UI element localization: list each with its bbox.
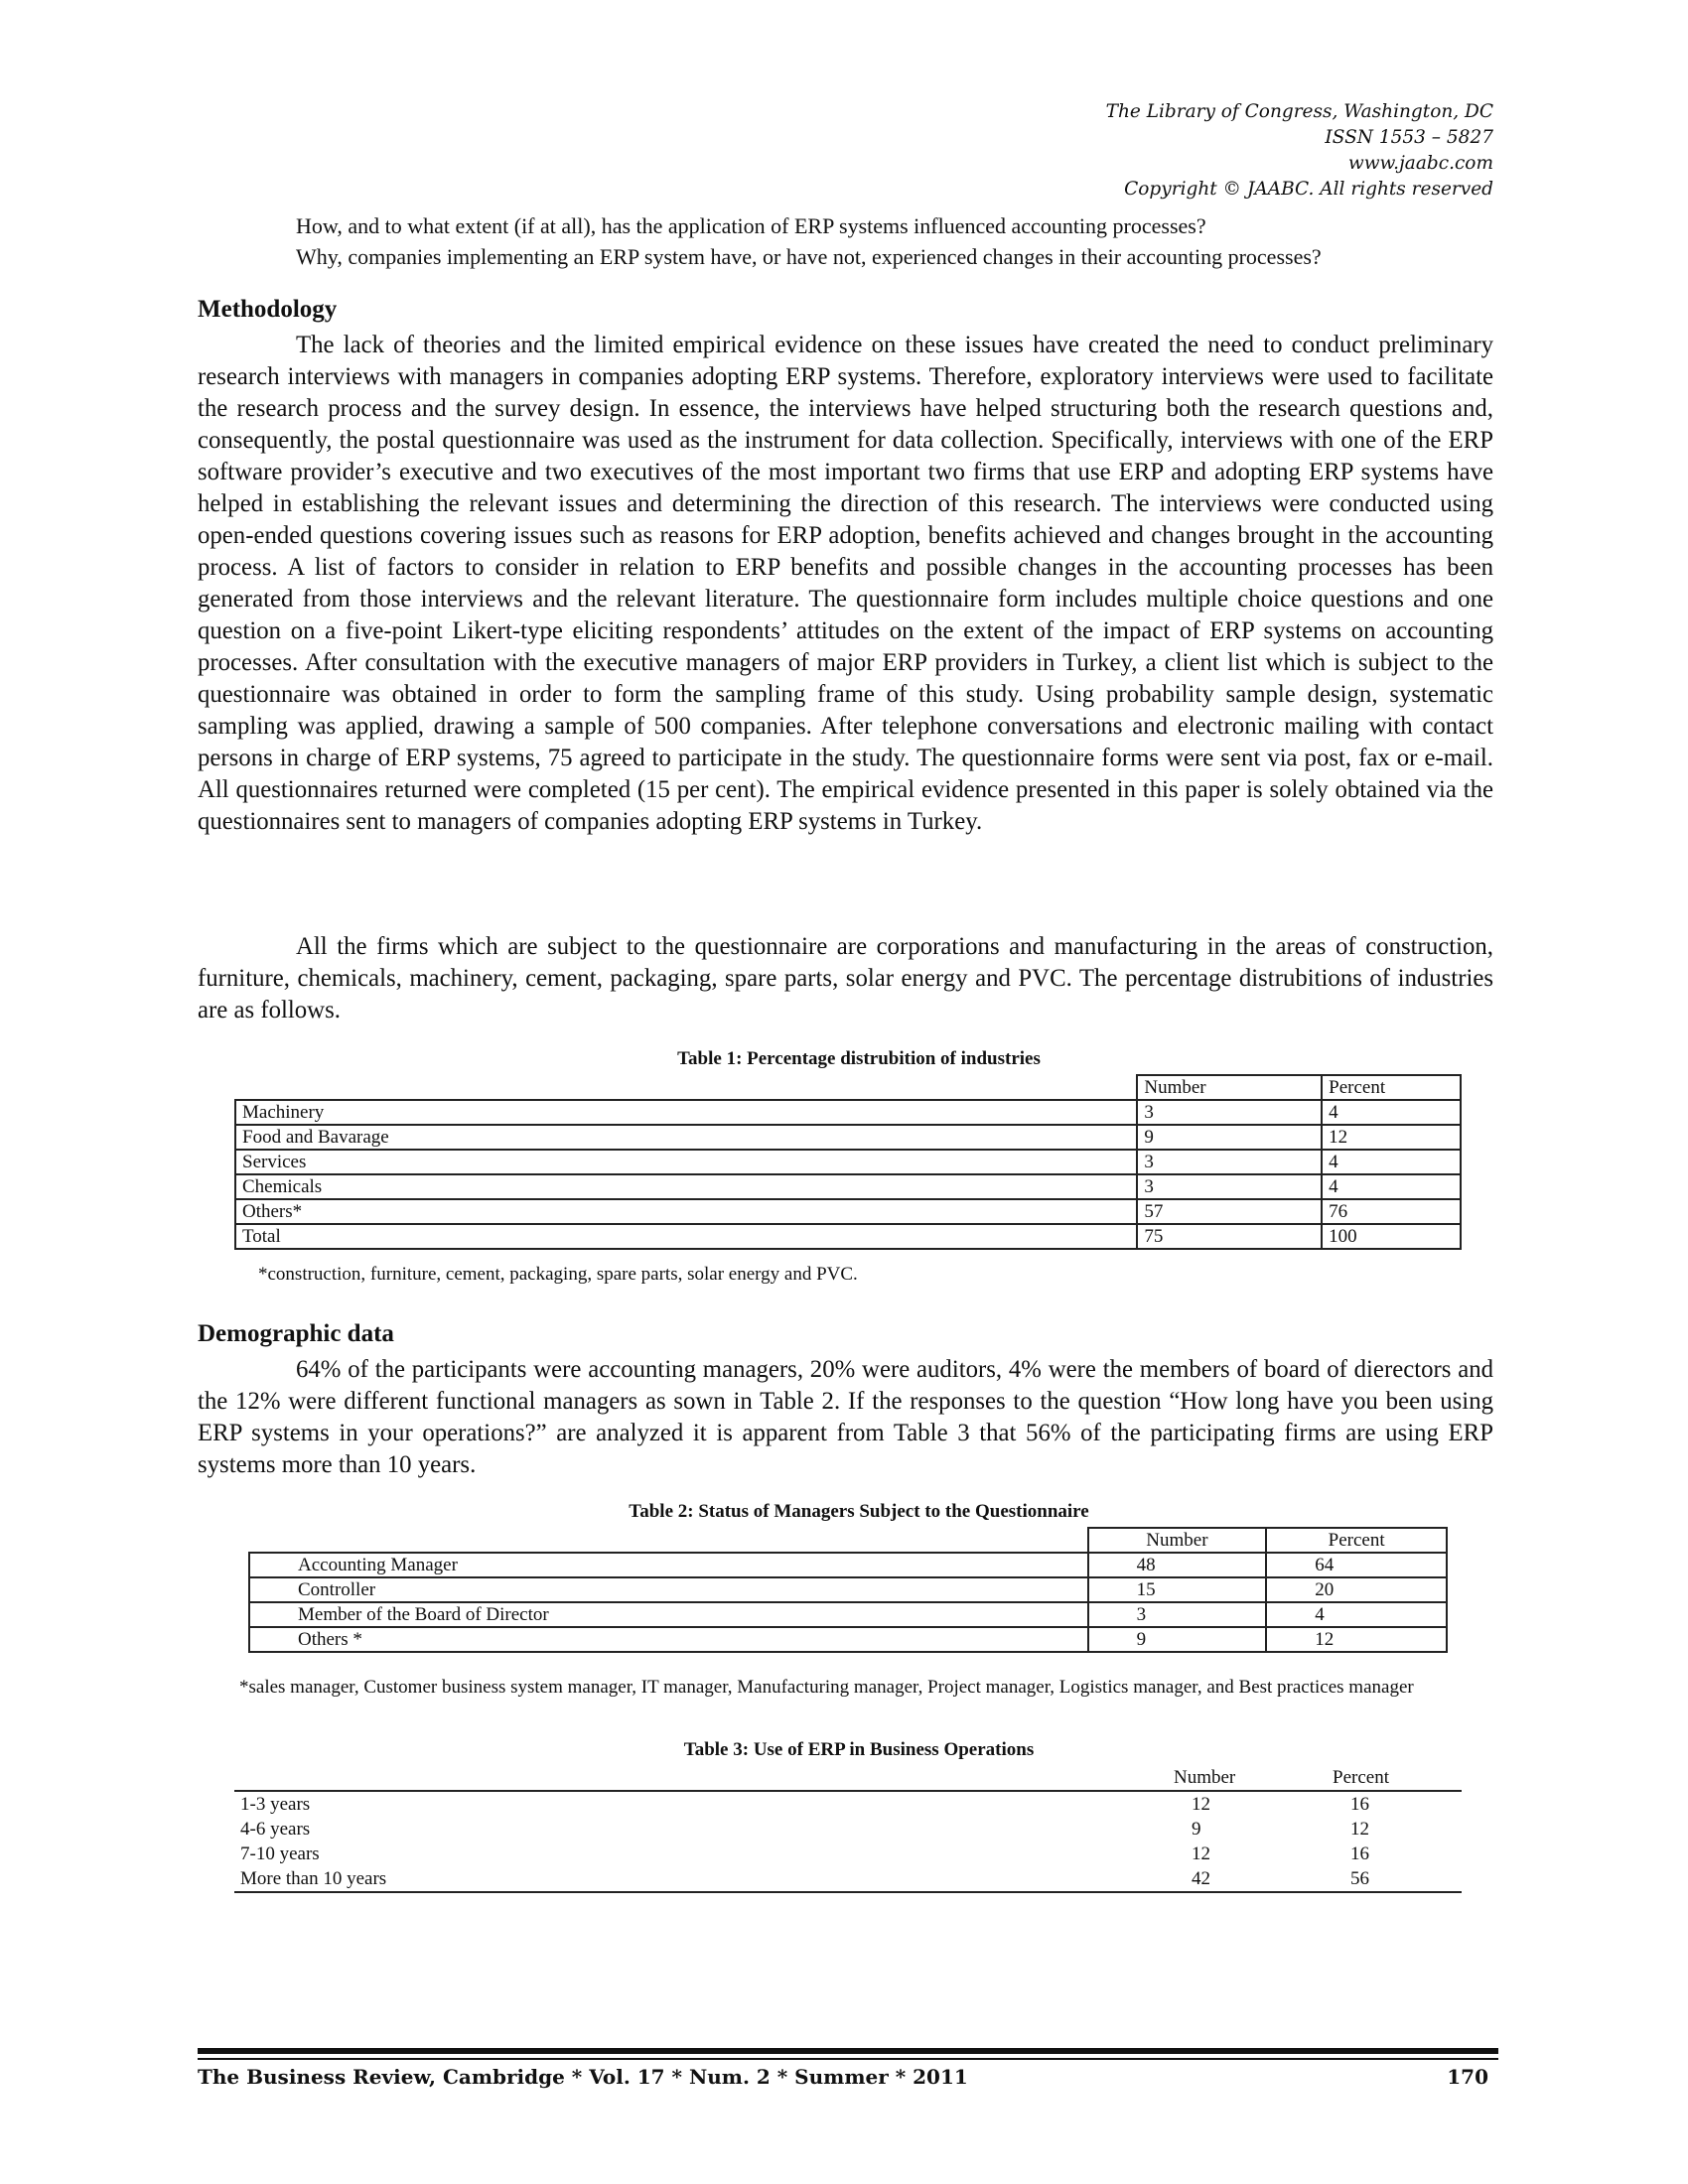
- table-cell: Accounting Manager: [249, 1553, 1088, 1577]
- table-row: [235, 1199, 1461, 1224]
- table3-caption: Table 3: Use of ERP in Business Operations: [683, 1739, 1035, 1760]
- table-cell: 7-10 years: [240, 1843, 320, 1864]
- table-cell: 12: [1350, 1819, 1369, 1840]
- running-header: [1106, 99, 1493, 203]
- methodology-heading: Methodology: [198, 296, 338, 323]
- footer-rule: [198, 2058, 1498, 2060]
- table-cell: 9: [1088, 1627, 1267, 1652]
- table-cell: 76: [1322, 1199, 1461, 1224]
- industries-paragraph: All the firms which are subject to the questionnaire are corporations and manufacturing in the areas of construction, furniture, chemicals, machinery, cement, packaging, spare parts, solar energy and PVC. The percentage distrubitions of industries are as follows.: [198, 933, 1493, 1024]
- demographic-heading: Demographic data: [198, 1320, 394, 1347]
- table-row: [234, 1791, 1462, 1817]
- table-cell: 4-6 years: [240, 1819, 311, 1840]
- table1-header-row: [235, 1075, 1461, 1100]
- table-cell: Total: [235, 1224, 1137, 1249]
- table3-header-row: [234, 1765, 1462, 1791]
- table-row: [235, 1125, 1461, 1150]
- table-cell: 3: [1088, 1602, 1267, 1627]
- header-copyright: Copyright © JAABC. All rights reserved: [1124, 179, 1493, 200]
- table-row: [249, 1553, 1447, 1577]
- table-header-cell: [234, 1765, 1168, 1791]
- table-row: [235, 1100, 1461, 1125]
- research-question: How, and to what extent (if at all), has the application of ERP systems influenced accounting processes?: [296, 213, 1206, 238]
- demographic-paragraph: 64% of the participants were accounting managers, 20% were auditors, 4% were the members of board of dierectors and the 12% were different functional managers as sown in Table 2. If the responses to the question “How long have you been using ERP systems in your operations?” are analyzed it is apparent from Table 3 that 56% of the participating firms are using ERP systems more than 10 years.: [198, 1356, 1493, 1478]
- table-cell: 57: [1137, 1199, 1322, 1224]
- header-website: www.jaabc.com: [1347, 153, 1493, 174]
- table-header-cell: [235, 1075, 1137, 1100]
- table-header-cell: Percent: [1327, 1765, 1462, 1791]
- table-cell: Food and Bavarage: [235, 1125, 1137, 1150]
- page-footer: [198, 2065, 1498, 2089]
- table3: [234, 1765, 1462, 1893]
- table-header-cell: [249, 1528, 1088, 1553]
- table-row: [235, 1150, 1461, 1174]
- table-cell: Machinery: [235, 1100, 1137, 1125]
- table-cell: 48: [1088, 1553, 1267, 1577]
- table-cell: 4: [1322, 1174, 1461, 1199]
- table-cell: 4: [1266, 1602, 1447, 1627]
- table-cell: 4: [1322, 1150, 1461, 1174]
- footer-journal: The Business Review, Cambridge * Vol. 17 * Num. 2 * Summer * 2011: [198, 2065, 968, 2089]
- table-row: [235, 1174, 1461, 1199]
- methodology-paragraph: The lack of theories and the limited empirical evidence on these issues have created the need to conduct preliminary research interviews with managers in companies adopting ERP systems. Therefore, exploratory interviews were used to facilitate the research process and the survey design. In essence, the interviews have helped structuring both the research questions and, consequently, the postal questionnaire was used as the instrument for data collection. Specifically, interviews with one of the ERP software provider’s executive and two executives of the most important two firms that use ERP and adopting ERP systems have helped in establishing the relevant issues and determining the direction of this research. The interviews were conducted using open-ended questions covering issues such as reasons for ERP adoption, benefits achieved and changes brought in the accounting process. A list of factors to consider in relation to ERP benefits and possible changes in the accounting processes has been generated from those interviews and the relevant literature. The questionnaire form includes multiple choice questions and one question on a five-point Likert-type eliciting respondents’ attitudes on the extent of the impact of ERP systems on accounting processes. After consultation with the executive managers of major ERP providers in Turkey, a client list which is subject to the questionnaire was obtained in order to form the sampling frame of this study. Using probability sample design, systematic sampling was applied, drawing a sample of 500 companies. After telephone conversations and electronic mailing with contact persons in charge of ERP systems, 75 agreed to participate in the study. The questionnaire forms were sent via post, fax or e-mail. All questionnaires returned were completed (15 per cent). The empirical evidence presented in this paper is solely obtained via the questionnaires sent to managers of companies adopting ERP systems in Turkey.: [198, 332, 1493, 835]
- table-cell: 12: [1322, 1125, 1461, 1150]
- table2-header-row: [249, 1528, 1447, 1553]
- table-header-cell: Number: [1168, 1765, 1327, 1791]
- table-row: [234, 1866, 1462, 1892]
- table-header-cell: Number: [1088, 1528, 1267, 1553]
- table-cell: 4: [1322, 1100, 1461, 1125]
- table-header-cell: Number: [1137, 1075, 1322, 1100]
- table-cell: Member of the Board of Director: [249, 1602, 1088, 1627]
- table1: [234, 1074, 1462, 1250]
- table2-note: *sales manager, Customer business system manager, IT manager, Manufacturing manager, Project manager, Logistics manager, and Best practices manager: [239, 1677, 1414, 1698]
- table-cell: 16: [1350, 1794, 1369, 1815]
- table-cell: Others *: [249, 1627, 1088, 1652]
- research-questions: [296, 210, 1322, 272]
- table-cell: Services: [235, 1150, 1137, 1174]
- table-cell: 9: [1192, 1819, 1201, 1840]
- table-header-cell: Percent: [1266, 1528, 1447, 1553]
- table-cell: 20: [1266, 1577, 1447, 1602]
- table-row: [234, 1842, 1462, 1866]
- table-cell: 16: [1350, 1843, 1369, 1864]
- page-number: 170: [1447, 2065, 1488, 2089]
- header-publisher: The Library of Congress, Washington, DC: [1105, 101, 1493, 122]
- table-cell: 100: [1322, 1224, 1461, 1249]
- table-cell: 12: [1266, 1627, 1447, 1652]
- research-question: Why, companies implementing an ERP system have, or have not, experienced changes in their accounting processes?: [296, 244, 1322, 269]
- header-issn: ISSN 1553 – 5827: [1325, 127, 1493, 148]
- table-cell: 15: [1088, 1577, 1267, 1602]
- table-cell: 12: [1192, 1794, 1210, 1815]
- table1-caption: Table 1: Percentage distrubition of industries: [677, 1048, 1041, 1069]
- table-cell: Chemicals: [235, 1174, 1137, 1199]
- table-row: [234, 1817, 1462, 1842]
- table-cell: 42: [1168, 1866, 1327, 1892]
- footer-rule: [198, 2048, 1498, 2054]
- table2-caption: Table 2: Status of Managers Subject to the Questionnaire: [629, 1501, 1089, 1522]
- table1-note: *construction, furniture, cement, packaging, spare parts, solar energy and PVC.: [258, 1264, 858, 1285]
- table-cell: 56: [1327, 1866, 1462, 1892]
- table-cell: Others*: [235, 1199, 1137, 1224]
- table-cell: Controller: [249, 1577, 1088, 1602]
- table-row: [249, 1577, 1447, 1602]
- table-cell: 75: [1137, 1224, 1322, 1249]
- table-row: [249, 1627, 1447, 1652]
- table-cell: 1-3 years: [240, 1794, 311, 1815]
- table-header-cell: Percent: [1322, 1075, 1461, 1100]
- table-cell: 64: [1266, 1553, 1447, 1577]
- table-row: [235, 1224, 1461, 1249]
- table-cell: More than 10 years: [234, 1866, 1168, 1892]
- table2: [248, 1527, 1448, 1653]
- table-cell: 9: [1137, 1125, 1322, 1150]
- table-row: [249, 1602, 1447, 1627]
- table-cell: 3: [1137, 1174, 1322, 1199]
- table-cell: 3: [1137, 1150, 1322, 1174]
- table-cell: 3: [1137, 1100, 1322, 1125]
- table-cell: 12: [1192, 1843, 1210, 1864]
